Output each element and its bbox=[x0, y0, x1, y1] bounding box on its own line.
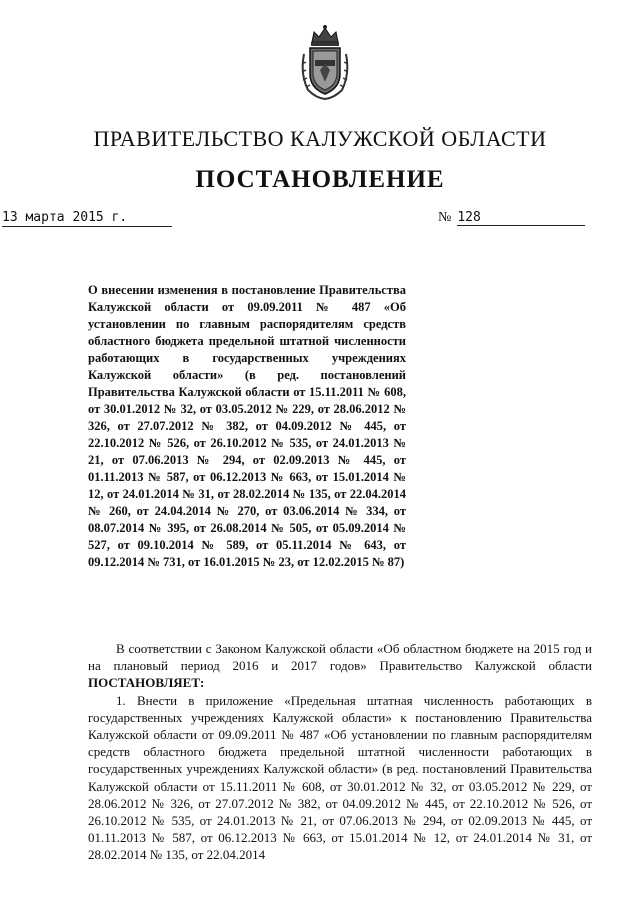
document-body bbox=[88, 640, 592, 864]
document-type: ПОСТАНОВЛЕНИЕ bbox=[195, 166, 445, 193]
body-paragraph-1: 1. Внести в приложение «Предельная штатная численность работающих в государственных учреждениях Калужской области» к постановлению Правительства Калужской области от 09.09.2011 № 487 «Об установлении по главным распорядителям средств областного бюджета предельной штатной численности работающих в государственных учреждениях Калужской области» (в ред. постановлений Правительства Калужской области от 15.11.2011 № 608, от 30.01.2012 № 32, от 03.05.2012 № 229, от 28.06.2012 № 326, от 27.07.2012 № 382, от 04.09.2012 № 445, от 22.10.2012 № 526, от 26.10.2012 № 535, от 24.01.2013 № 21, от 07.06.2013 № 294, от 02.09.2013 № 445, от 01.11.2013 № 587, от 06.12.2013 № 663, от 15.01.2014 № 12, от 24.01.2014 № 31, от 28.02.2014 № 135, от 22.04.2014 bbox=[88, 692, 592, 863]
paragraph-text: В соответствии с Законом Калужской области «Об областном бюджете на 2015 год и на плановый период 2016 и 2017 годов» Правительство Калужской области bbox=[88, 641, 592, 674]
document-date: 13 марта 2015 г. bbox=[2, 210, 172, 227]
body-paragraph bbox=[88, 640, 592, 692]
coat-of-arms-icon bbox=[298, 24, 352, 100]
document-subject: О внесении изменения в постановление Правительства Калужской области от 09.09.2011 № 487 «Об установлении по главным распорядителям средств областного бюджета предельной штатной численности работающих в государственных учреждениях Калужской области» (в ред. постановлений Правительства Калужской области от 15.11.2011 № 608, от 30.01.2012 № 32, от 03.05.2012 № 229, от 28.06.2012 № 326, от 27.07.2012 № 382, от 04.09.2012 № 445, от 22.10.2012 № 526, от 26.10.2012 № 535, от 24.01.2013 № 21, от 07.06.2013 № 294, от 02.09.2013 № 445, от 01.11.2013 № 587, от 06.12.2013 № 663, от 15.01.2014 № 12, от 24.01.2014 № 31, от 28.02.2014 № 135, от 22.04.2014 № 260, от 24.04.2014 № 270, от 03.06.2014 № 334, от 08.07.2014 № 395, от 26.08.2014 № 505, от 05.09.2014 № 527, от 09.10.2014 № 589, от 05.11.2014 № 643, от 09.12.2014 № 731, от 16.01.2015 № 23, от 12.02.2015 № 87) bbox=[88, 283, 406, 569]
number-value: 128 bbox=[457, 210, 585, 226]
resolution-word: ПОСТАНОВЛЯЕТ: bbox=[88, 675, 205, 691]
government-title: ПРАВИТЕЛЬСТВО КАЛУЖСКОЙ ОБЛАСТИ bbox=[93, 126, 547, 151]
number-label: № bbox=[438, 210, 452, 225]
document-number bbox=[438, 210, 598, 226]
